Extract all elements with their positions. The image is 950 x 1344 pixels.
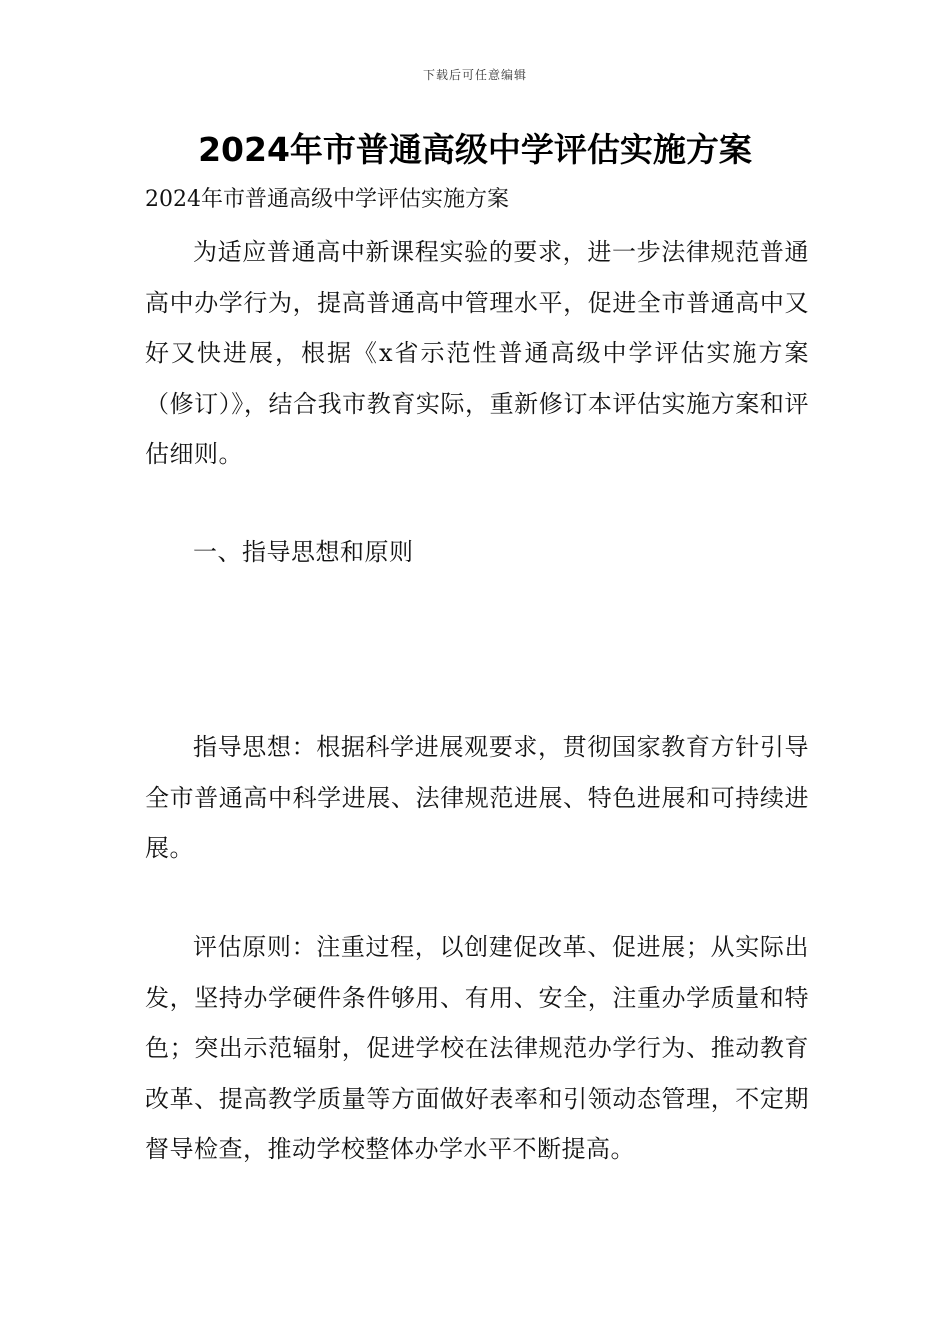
evaluation-principles-paragraph: 评估原则：注重过程，以创建促改革、促进展；从实际出发，坚持办学硬件条件够用、有用、安全，注重办学质量和特色；突出示范辐射，促进学校在法律规范办学行为、推动教育改革、提高教学质量等方面做好表率和引领动态管理，不定期督导检查，推动学校整体办学水平不断提高。 [145, 933, 809, 1163]
document-subtitle: 2024年市普通高级中学评估实施方案 [145, 187, 509, 212]
header-note: 下载后可任意编辑 [422, 68, 527, 82]
guiding-ideology-paragraph: 指导思想：根据科学进展观要求，贯彻国家教育方针引导全市普通高中科学进展、法律规范进展、特色进展和可持续进展。 [145, 733, 809, 862]
section-heading: 一、指导思想和原则 [193, 538, 414, 566]
document-title: 2024年市普通高级中学评估实施方案 [198, 130, 752, 169]
intro-paragraph: 为适应普通高中新课程实验的要求，进一步法律规范普通高中办学行为，提高普通高中管理水平，促进全市普通高中又好又快进展，根据《x省示范性普通高级中学评估实施方案（修订）》，结合我市教育实际，重新修订本评估实施方案和评估细则。 [145, 238, 809, 468]
